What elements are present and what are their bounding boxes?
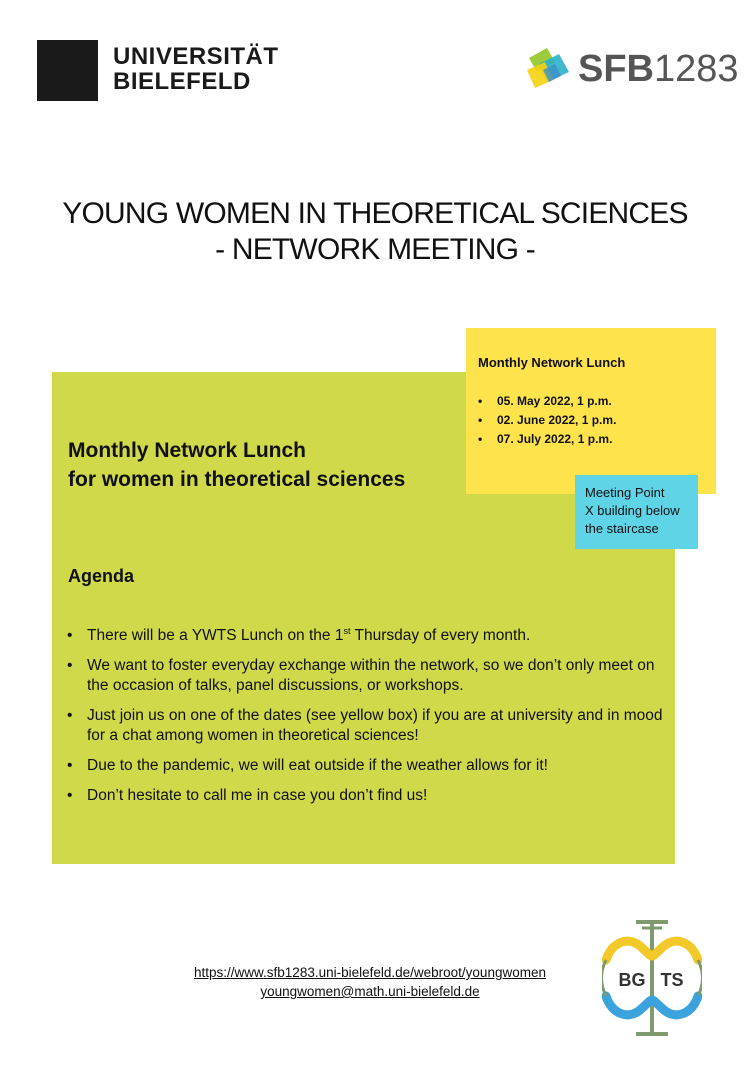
lunch-heading (68, 436, 405, 494)
university-name-line2: BIELEFELD (113, 68, 251, 95)
agenda-item: • We want to foster everyday exchange within the network, so we don’t only meet on the occasion of talks, panel discussions, or workshops. (67, 657, 655, 694)
university-name-line1: UNIVERSITÄT (113, 43, 279, 70)
date-item: • 02. June 2022, 1 p.m. (478, 413, 617, 427)
lunch-heading-line1: Monthly Network Lunch (68, 439, 306, 462)
agenda-title: Agenda (68, 566, 135, 586)
university-logo-square (37, 40, 98, 101)
page-title-line2: - NETWORK MEETING - (215, 233, 535, 266)
agenda-item: • Due to the pandemic, we will eat outside if the weather allows for it! (67, 757, 548, 774)
page-title (0, 196, 750, 268)
bgts-logo-left-text: BG (618, 970, 646, 990)
bgts-logo-icon (602, 916, 702, 1040)
agenda-list (66, 626, 666, 816)
sfb-logo-text (578, 48, 739, 90)
sfb-logo-bold: SFB (578, 48, 654, 90)
university-logo-text (113, 44, 279, 94)
lunch-heading-line2: for women in theoretical sciences (68, 468, 406, 491)
meeting-point-text: Meeting Point X building below the staircase (585, 485, 680, 536)
footer-links (120, 963, 620, 1001)
email-link[interactable]: youngwomen@math.uni-bielefeld.de (260, 984, 480, 999)
sfb-logo-icon (525, 44, 573, 90)
bgts-logo-right-text: TS (660, 970, 684, 990)
agenda-item: • Just join us on one of the dates (see yellow box) if you are at university and in mood for a chat among women in theoretical sciences! (67, 707, 663, 744)
date-item: • 07. July 2022, 1 p.m. (478, 432, 613, 446)
website-link[interactable]: https://www.sfb1283.uni-bielefeld.de/webroot/youngwomen (194, 965, 546, 980)
dates-list (478, 392, 616, 449)
sfb-logo-number: 1283 (654, 48, 739, 90)
dates-heading: Monthly Network Lunch (478, 355, 626, 370)
agenda-item: • Don’t hesitate to call me in case you don’t find us! (67, 787, 428, 804)
date-item: • 05. May 2022, 1 p.m. (478, 394, 612, 408)
page-title-line1: YOUNG WOMEN IN THEORETICAL SCIENCES (62, 197, 688, 230)
agenda-item: • There will be a YWTS Lunch on the 1st Thursday of every month. (67, 626, 531, 644)
